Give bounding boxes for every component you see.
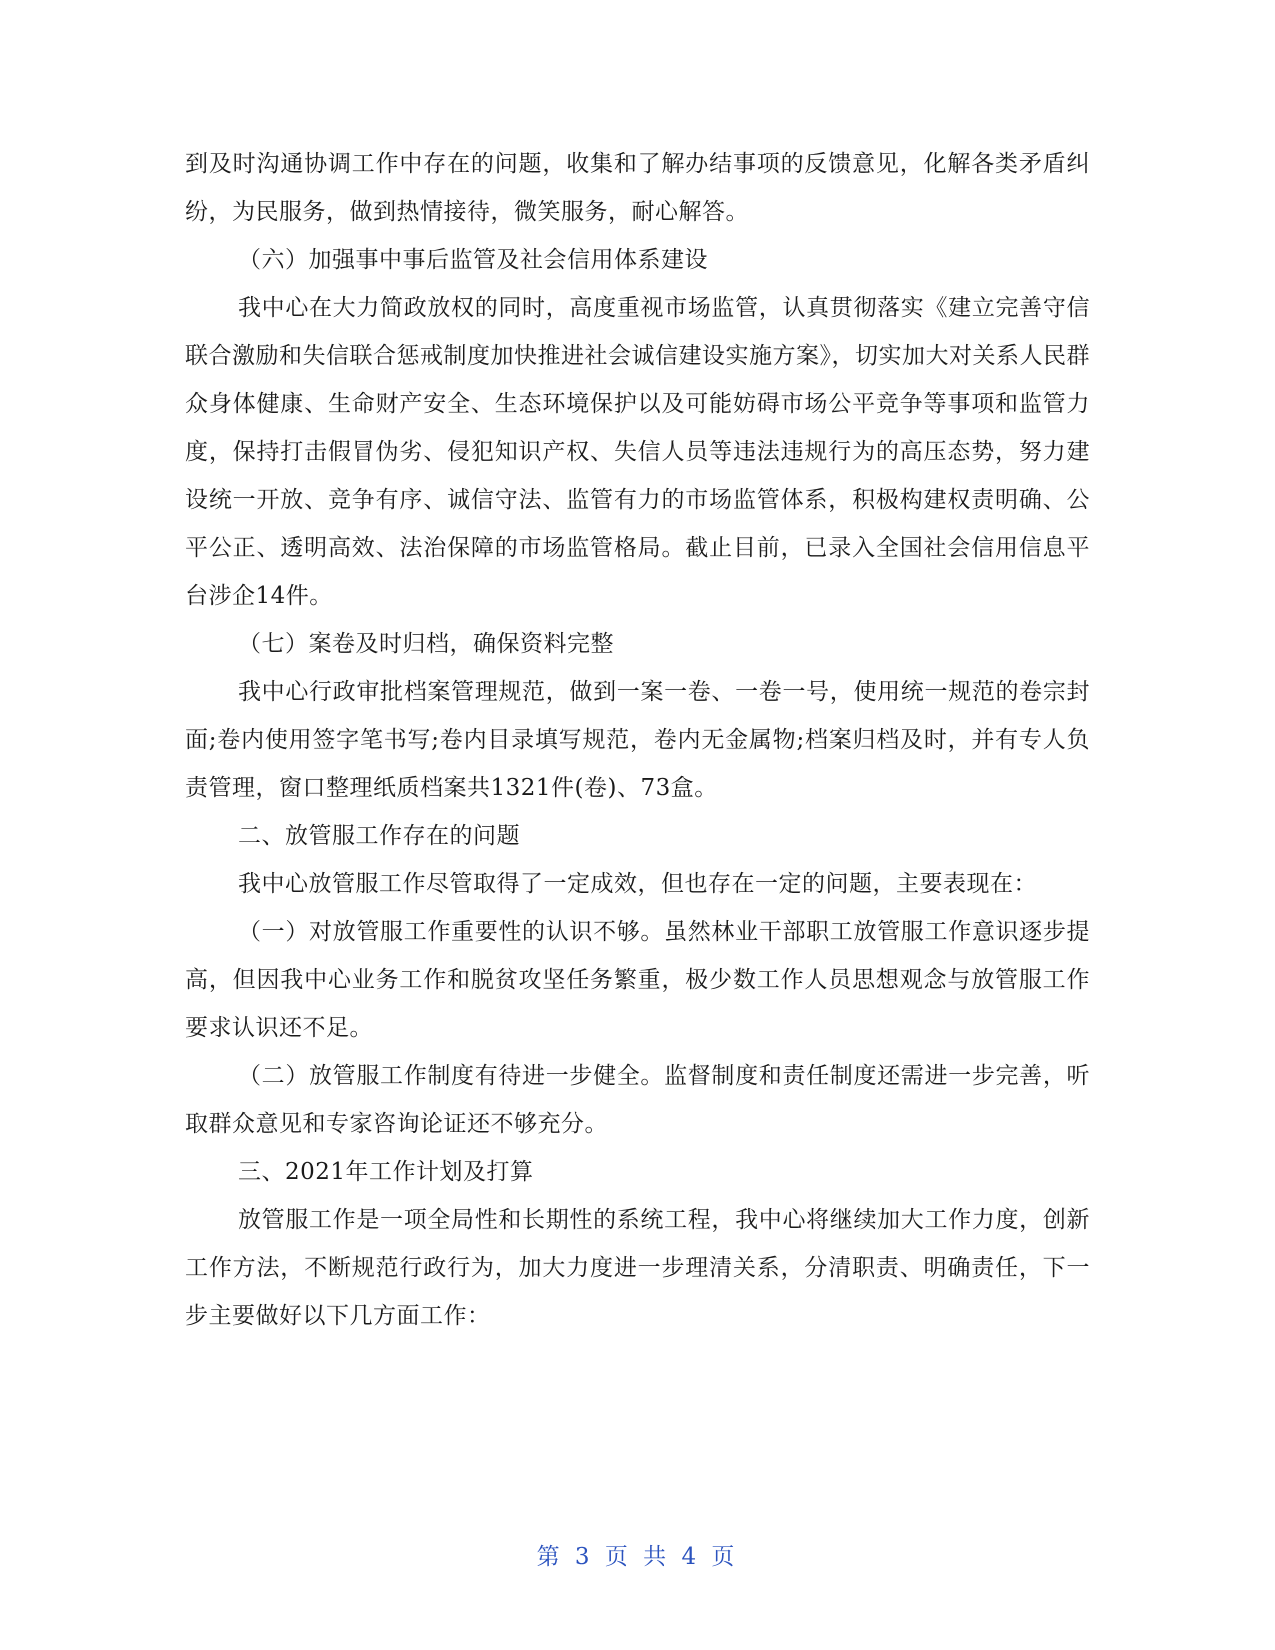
- section-heading-problems: 二、放管服工作存在的问题: [238, 823, 520, 849]
- footer-suffix: 页: [711, 1544, 739, 1570]
- paragraph-problem-two: （二）放管服工作制度有待进一步健全。监督制度和责任制度还需进一步完善，听取群众意见和专家咨询论证还不够充分。: [185, 1063, 1090, 1137]
- paragraph-continuation: 到及时沟通协调工作中存在的问题，收集和了解办结事项的反馈意见，化解各类矛盾纠纷，为民服务，做到热情接待，微笑服务，耐心解答。: [185, 151, 1090, 225]
- paragraph-archives: 我中心行政审批档案管理规范，做到一案一卷、一卷一号，使用统一规范的卷宗封面;卷内使用签字笔书写;卷内目录填写规范，卷内无金属物;档案归档及时，并有专人负责管理，窗口整理纸质档案共1321件(卷)、73盒。: [185, 679, 1090, 801]
- section-heading-six: （六）加强事中事后监管及社会信用体系建设: [238, 247, 708, 273]
- section-heading-seven: （七）案卷及时归档，确保资料完整: [238, 631, 614, 657]
- page-footer: [0, 1538, 1275, 1571]
- paragraph-problems-intro: 我中心放管服工作尽管取得了一定成效，但也存在一定的问题，主要表现在：: [238, 871, 1037, 897]
- section-heading-plan: 三、2021年工作计划及打算: [238, 1159, 534, 1185]
- paragraph-supervision: 我中心在大力简政放权的同时，高度重视市场监管，认真贯彻落实《建立完善守信联合激励和失信联合惩戒制度加快推进社会诚信建设实施方案》，切实加大对关系人民群众身体健康、生命财产安全、生态环境保护以及可能妨碍市场公平竞争等事项和监管力度，保持打击假冒伪劣、侵犯知识产权、失信人员等违法违规行为的高压态势，努力建设统一开放、竞争有序、诚信守法、监管有力的市场监管体系，积极构建权责明确、公平公正、透明高效、法治保障的市场监管格局。截止目前，已录入全国社会信用信息平台涉企14件。: [185, 295, 1090, 609]
- footer-total-pages: 4: [681, 1544, 701, 1570]
- footer-prefix: 第: [536, 1544, 564, 1570]
- paragraph-problem-one: （一）对放管服工作重要性的认识不够。虽然林业干部职工放管服工作意识逐步提高，但因我中心业务工作和脱贫攻坚任务繁重，极少数工作人员思想观念与放管服工作要求认识还不足。: [185, 919, 1090, 1041]
- footer-current-page: 3: [574, 1544, 594, 1570]
- document-body: [185, 140, 1090, 1340]
- paragraph-plan: 放管服工作是一项全局性和长期性的系统工程，我中心将继续加大工作力度，创新工作方法，不断规范行政行为，加大力度进一步理清关系，分清职责、明确责任，下一步主要做好以下几方面工作：: [185, 1207, 1090, 1329]
- footer-middle: 页 共: [604, 1544, 671, 1570]
